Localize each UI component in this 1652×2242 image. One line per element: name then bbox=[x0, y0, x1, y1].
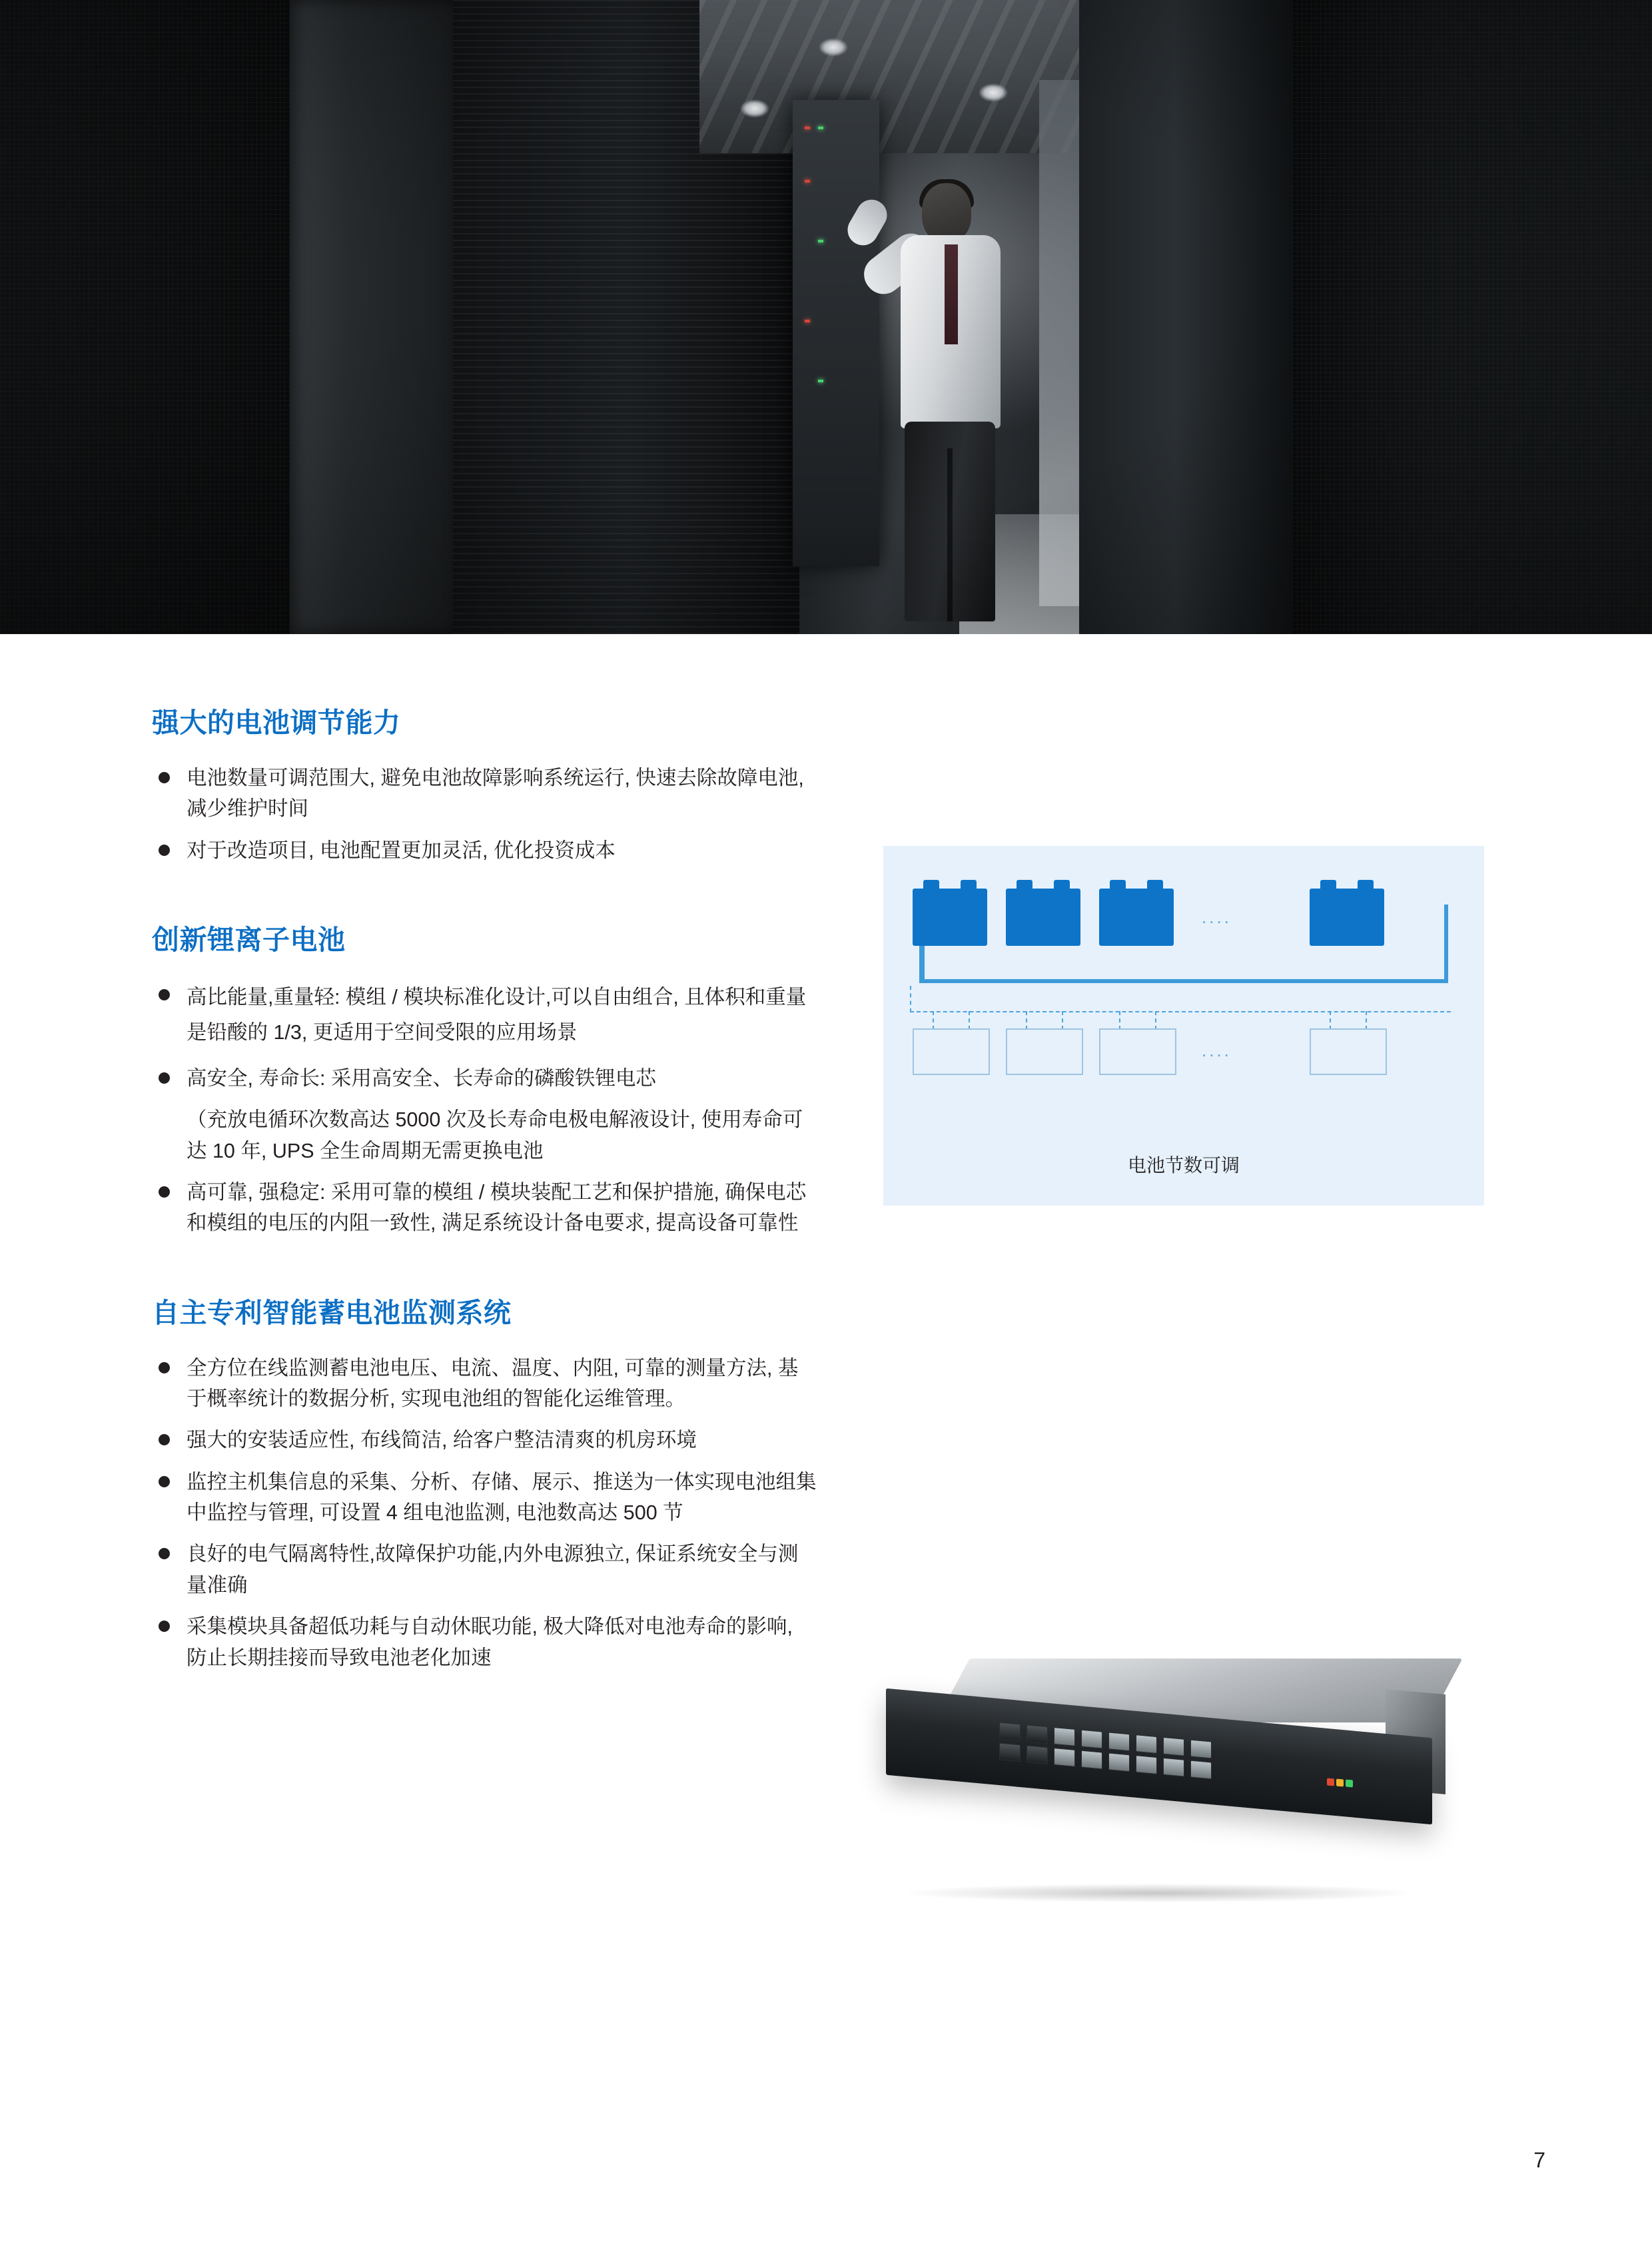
diagram-dashed-link bbox=[1330, 1011, 1331, 1030]
port-pair bbox=[999, 1722, 1021, 1762]
port-pair bbox=[1081, 1729, 1102, 1769]
rj45-port-icon bbox=[1054, 1747, 1075, 1766]
section-battery-adjustment bbox=[152, 701, 818, 866]
battery-terminal bbox=[1147, 880, 1163, 889]
rj45-port-icon bbox=[1108, 1732, 1130, 1751]
rj45-port-icon bbox=[1081, 1750, 1102, 1769]
diagram-graphics bbox=[883, 846, 1484, 1206]
battery-icon bbox=[1310, 889, 1384, 946]
hero-image bbox=[0, 0, 1652, 634]
battery-icon bbox=[1099, 889, 1174, 946]
list-item: 高安全, 寿命长: 采用高安全、长寿命的磷酸铁锂电芯 bbox=[152, 1063, 818, 1094]
rj45-port-icon bbox=[1027, 1724, 1048, 1744]
diagram-dashed-bus bbox=[910, 1011, 1451, 1012]
list-item: 对于改造项目, 电池配置更加灵活, 优化投资成本 bbox=[152, 835, 818, 866]
rj45-port-icon bbox=[1136, 1734, 1157, 1754]
list-item: 电池数量可调范围大, 避免电池故障影响系统运行, 快速去除故障电池, 减少维护时间 bbox=[152, 763, 818, 825]
section-title: 创新锂离子电池 bbox=[152, 925, 346, 956]
product-shadow bbox=[906, 1884, 1412, 1902]
diagram-dashed-link bbox=[1119, 1011, 1120, 1030]
list-item: 采集模块具备超低功耗与自动休眠功能, 极大降低对电池寿命的影响, 防止长期挂接而导致电池老化加速 bbox=[152, 1611, 818, 1673]
diagram-ellipsis: .... bbox=[1202, 907, 1232, 927]
power-led-icon bbox=[1327, 1778, 1334, 1786]
list-item: 高比能量,重量轻: 模组 / 模块标准化设计,可以自由组合, 且体积和重量是铅酸的 1/3, 更适用于空间受限的应用场景 bbox=[152, 980, 818, 1051]
diagram-dashed-link bbox=[1062, 1011, 1063, 1030]
status-led-icon bbox=[1346, 1780, 1353, 1788]
monitor-module-box bbox=[1310, 1028, 1387, 1075]
hero-vignette bbox=[0, 0, 1652, 634]
diagram-dashed-link bbox=[1026, 1011, 1027, 1030]
port-pair bbox=[1108, 1732, 1130, 1772]
list-item: （充放电循环次数高达 5000 次及长寿命电极电解液设计, 使用寿命可达 10 年, UPS 全生命周期无需更换电池 bbox=[187, 1108, 803, 1162]
rj45-port-icon bbox=[1136, 1755, 1157, 1774]
diagram-wire bbox=[919, 979, 1448, 983]
diagram-wire bbox=[1444, 905, 1448, 983]
rj45-port-icon bbox=[1190, 1739, 1212, 1758]
port-pair bbox=[1054, 1726, 1075, 1766]
diagram-ellipsis: .... bbox=[1202, 1040, 1232, 1060]
list-item: 良好的电气隔离特性,故障保护功能,内外电源独立, 保证系统安全与测量准确 bbox=[152, 1539, 818, 1601]
battery-terminal bbox=[1110, 880, 1126, 889]
port-pair bbox=[1027, 1724, 1048, 1764]
text-column bbox=[152, 701, 818, 1725]
battery-string-diagram bbox=[883, 846, 1484, 1206]
diagram-dashed-link bbox=[933, 1011, 934, 1030]
bullet-list bbox=[152, 980, 818, 1239]
section-battery-monitoring bbox=[152, 1291, 818, 1673]
battery-icon bbox=[913, 889, 987, 946]
battery-terminal bbox=[1358, 880, 1374, 889]
diagram-caption: 电池节数可调 bbox=[1127, 1155, 1240, 1176]
diagram-dashed-link bbox=[1155, 1011, 1156, 1030]
battery-terminal bbox=[1017, 880, 1032, 889]
monitor-module-box bbox=[1006, 1028, 1083, 1075]
rj45-port-icon bbox=[1163, 1757, 1184, 1776]
diagram-dashed-link bbox=[910, 986, 911, 1012]
rj45-port-icon bbox=[1108, 1752, 1130, 1772]
rj45-port-icon bbox=[1054, 1726, 1075, 1746]
bullet-list bbox=[152, 1353, 818, 1673]
bullet-list bbox=[152, 763, 818, 866]
diagram-dashed-link bbox=[969, 1011, 970, 1030]
list-item: 高可靠, 强稳定: 采用可靠的模组 / 模块装配工艺和保护措施, 确保电芯和模组的电压的内阻一致性, 满足系统设计备电要求, 提高设备可靠性 bbox=[152, 1177, 818, 1239]
rj45-port-icon bbox=[1027, 1745, 1048, 1764]
section-title: 强大的电池调节能力 bbox=[152, 707, 401, 738]
battery-terminal bbox=[1320, 880, 1336, 889]
battery-terminal bbox=[923, 880, 939, 889]
diagram-dashed-link bbox=[1366, 1011, 1367, 1030]
port-pair bbox=[1136, 1734, 1157, 1774]
battery-terminal bbox=[1054, 880, 1070, 889]
port-pair bbox=[1190, 1739, 1212, 1779]
battery-icon bbox=[1006, 889, 1080, 946]
rj45-port-icon bbox=[1190, 1760, 1212, 1779]
list-item: 强大的安装适应性, 布线简洁, 给客户整洁清爽的机房环境 bbox=[152, 1425, 818, 1455]
list-item: 监控主机集信息的采集、分析、存储、展示、推送为一体实现电池组集中监控与管理, 可设置 4 组电池监测, 电池数高达 500 节 bbox=[152, 1467, 818, 1529]
monitor-module-box bbox=[913, 1028, 990, 1075]
rj45-port-icon bbox=[1163, 1736, 1184, 1756]
battery-terminal bbox=[961, 880, 977, 889]
port-pair bbox=[1163, 1736, 1184, 1776]
product-photo bbox=[879, 1613, 1499, 1966]
rj45-port-icon bbox=[999, 1722, 1021, 1741]
monitor-module-box bbox=[1099, 1028, 1176, 1075]
rj45-port-icon bbox=[1081, 1729, 1102, 1748]
rj45-port-icon bbox=[999, 1742, 1021, 1762]
list-item: 全方位在线监测蓄电池电压、电流、温度、内阻, 可靠的测量方法, 基于概率统计的数据分析, 实现电池组的智能化运维管理。 bbox=[152, 1353, 818, 1415]
section-title: 自主专利智能蓄电池监测系统 bbox=[152, 1297, 512, 1328]
page-content bbox=[0, 634, 1652, 2242]
alarm-led-icon bbox=[1336, 1779, 1344, 1787]
section-lithium-battery bbox=[152, 918, 818, 1239]
page-number: 7 bbox=[1533, 2148, 1545, 2172]
